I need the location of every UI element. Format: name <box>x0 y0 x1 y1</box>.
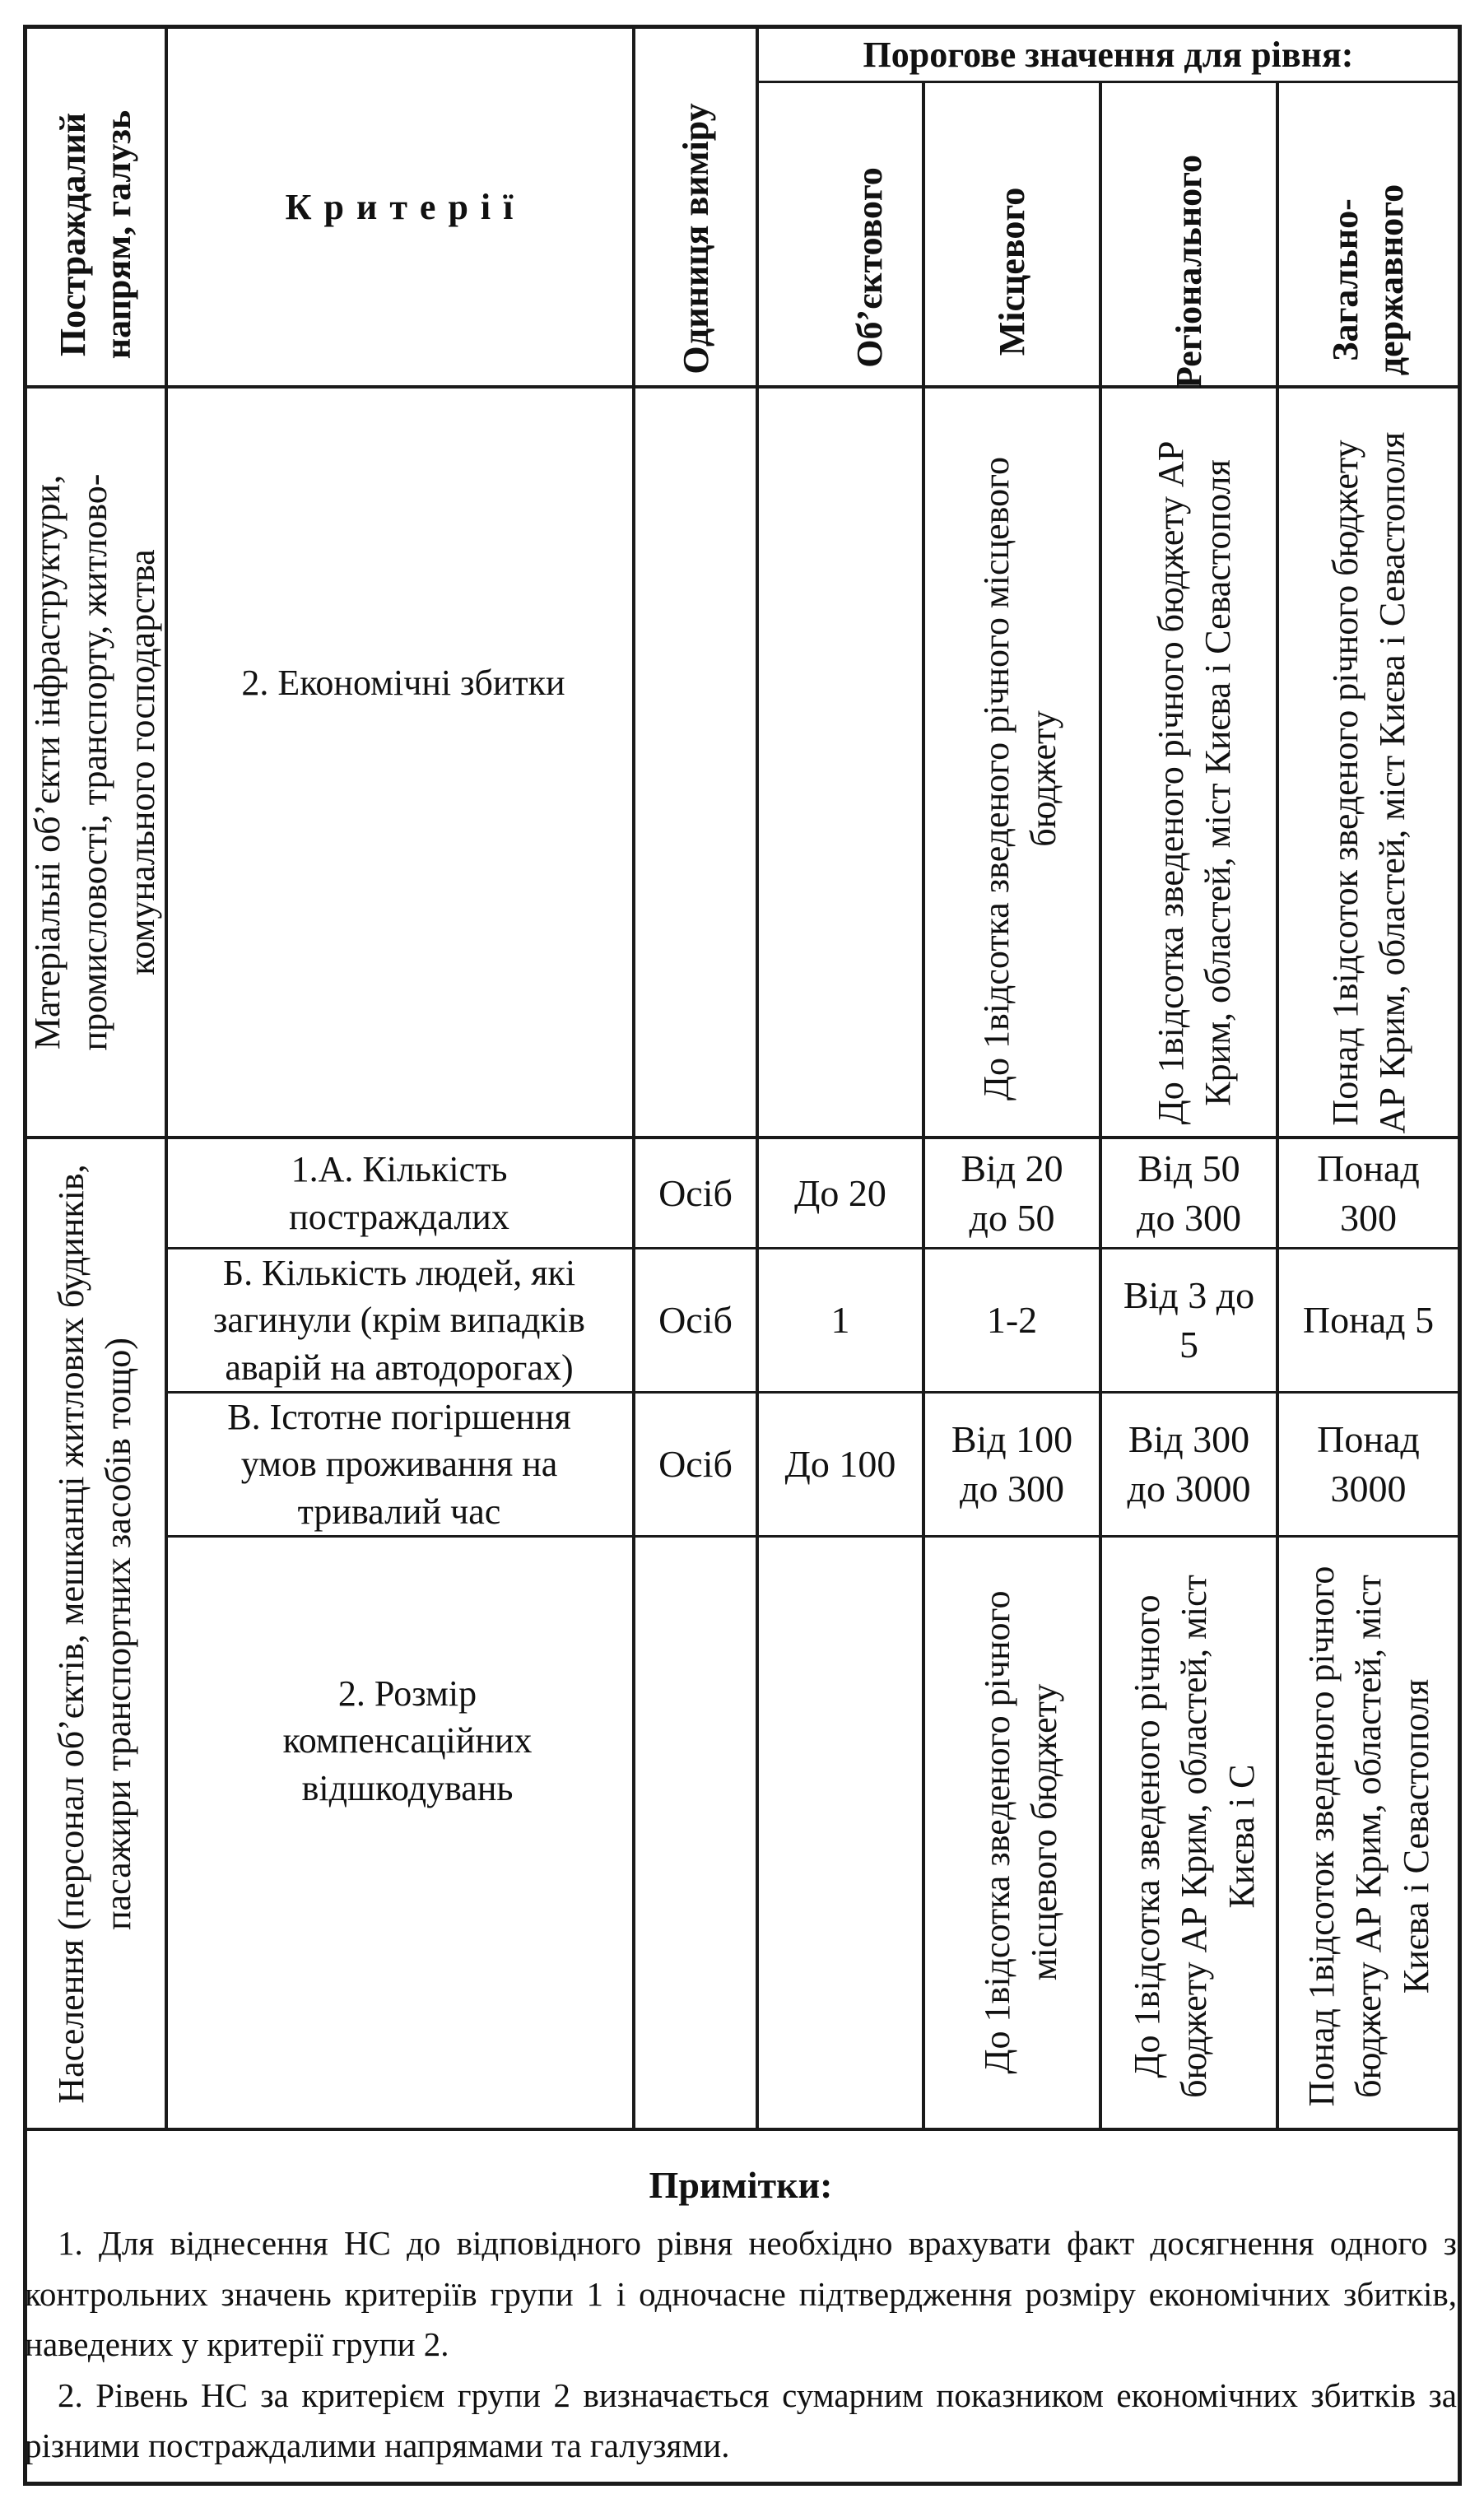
table-row-b-state: Понад 5 <box>1302 1299 1435 1342</box>
table-row-v-object: До 100 <box>784 1443 896 1486</box>
table-row-b-local: 1-2 <box>986 1299 1038 1342</box>
notes-block <box>25 2157 1457 2472</box>
compensation-regional: До 1відсотка зведеного річного бюджету АР Крим, областей, міст Києва і С <box>1127 1575 1262 2098</box>
section1-local: До 1відсотка зведеного річного місцевого бюджету <box>975 456 1063 1101</box>
section1-direction: Матеріальні об’єкти інфраструктури, промисловості, транспорту, житлово-комунального господарства <box>27 473 162 1051</box>
header-level-local: Місцевого <box>991 187 1032 356</box>
header-threshold-group: Порогове значення для рівня: <box>863 35 1354 75</box>
header-direction: Постраждалий напрям, галузь <box>53 109 138 360</box>
compensation-state: Понад 1відсоток зведеного річного бюджету АР Крим, областей, міст Києва і Севастополя <box>1301 1566 1436 2107</box>
table-row-a-regional: Від 50 до 300 <box>1137 1147 1241 1239</box>
section2-direction: Населення (персонал об’єктів, мешканці житлових будинків, пасажири транспортних засобів тощо) <box>50 1164 138 2104</box>
table-row-b-unit: Осіб <box>658 1299 733 1342</box>
compensation-criterion: 2. Розмір компенсаційних відшкодувань <box>282 1673 533 1808</box>
header-unit: Одиниця виміру <box>675 103 716 375</box>
section1-state: Понад 1відсоток зведеного річного бюджету АР Крим, областей, міст Києва і Севастополя <box>1324 431 1412 1134</box>
header-level-regional: Регіонального <box>1168 155 1209 389</box>
table-row-v-criterion: В. Істотне погіршення умов проживання на тривалий час <box>227 1397 571 1532</box>
table-row-v-state: Понад 3000 <box>1317 1418 1420 1510</box>
table-row-a-state: Понад 300 <box>1317 1147 1420 1239</box>
table-row-a-local: Від 20 до 50 <box>961 1147 1063 1239</box>
table-row-b-regional: Від 3 до 5 <box>1123 1274 1255 1366</box>
table-row-a-object: До 20 <box>794 1171 886 1214</box>
table-row-v-unit: Осіб <box>658 1443 733 1486</box>
note-item-2: 2. Рівень НС за критерієм групи 2 визначається сумарним показником економічних збитків за різними постраждалими напрямами та галузями. <box>25 2375 1457 2464</box>
section1-criterion: 2. Економічні збитки <box>241 663 565 704</box>
note-item-1: 1. Для віднесення НС до відповідного рівня необхідно врахувати факт досягнення одного з контрольних значень критеріїв групи 1 і одночасне підтвердження розміру економічних збитків, наведених у критерії групи 2. <box>25 2224 1457 2363</box>
table-row-b-object: 1 <box>830 1299 850 1342</box>
header-criteria: К р и т е р і ї <box>285 187 515 227</box>
table-row-a-unit: Осіб <box>658 1171 733 1214</box>
table-row-a-criterion: 1.А. Кількість постраждалих <box>289 1149 509 1237</box>
section1-regional: До 1відсотка зведеного річного бюджету АР Крим, областей, міст Києва і Севастополя <box>1150 440 1238 1125</box>
table-row-v-regional: Від 300 до 3000 <box>1127 1418 1251 1510</box>
table-row-v-local: Від 100 до 300 <box>951 1418 1073 1510</box>
compensation-local: До 1відсотка зведеного річного місцевого бюджету <box>976 1590 1064 2074</box>
table-row-b-criterion: Б. Кількість людей, які загинули (крім випадків аварій на автодорогах) <box>213 1253 585 1388</box>
notes-title: Примітки: <box>649 2164 833 2206</box>
header-level-object: Об’єктового <box>849 167 890 368</box>
header-level-state: Загально-державного <box>1325 184 1411 376</box>
